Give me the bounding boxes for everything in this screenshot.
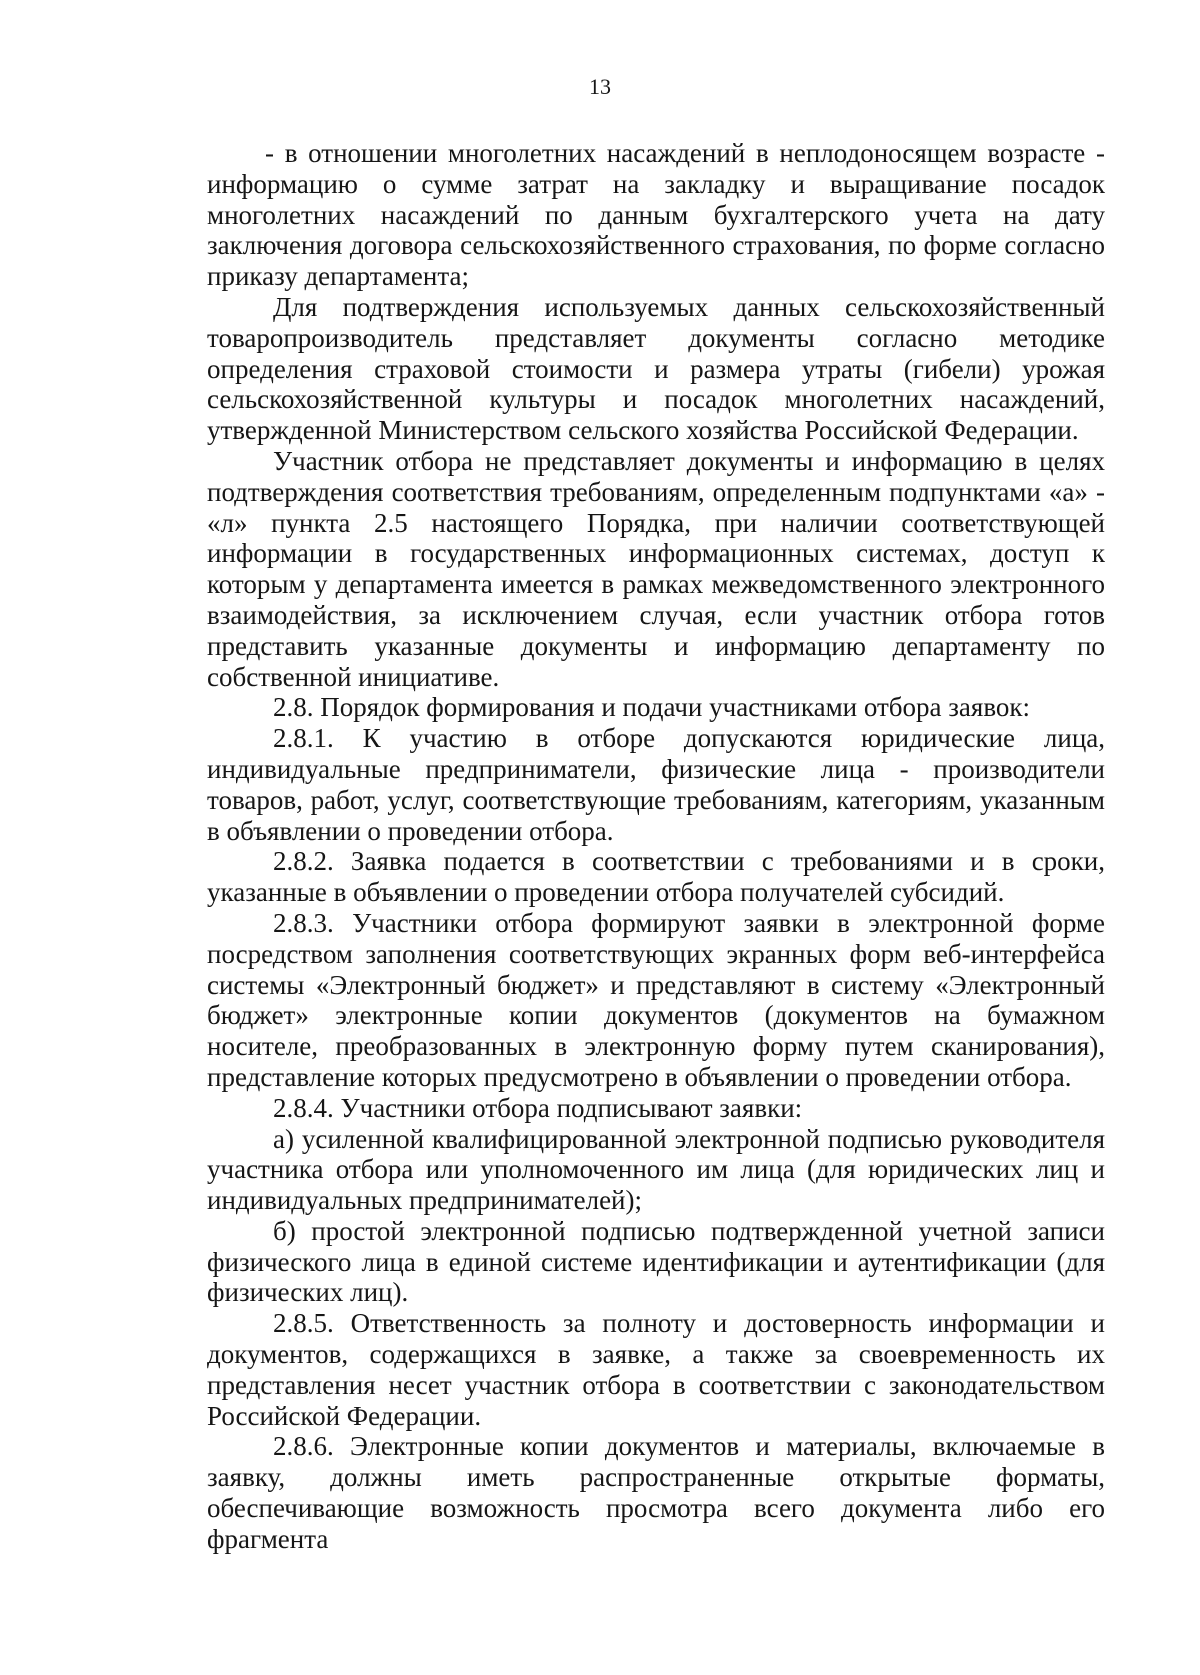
paragraph-confirmation-data: Для подтверждения используемых данных сельскохозяйственный товаропроизводитель представляет документы согласно методике определения страховой стоимости и размера утраты (гибели) урожая сельскохозяйственной культуры и посадок многолетних насаждений, утвержденной Министерством сельского хозяйства Российской Федерации. bbox=[207, 291, 1105, 446]
page-number: 13 bbox=[589, 74, 611, 99]
paragraph-sign-a: а) усиленной квалифицированной электронной подписью руководителя участника отбора или уполномоченного им лица (для юридических лиц и индивидуальных предпринимателей); bbox=[207, 1123, 1105, 1216]
paragraph-participant-documents: Участник отбора не представляет документы и информацию в целях подтверждения соответствия требованиям, определенным подпунктами «а» - «л» пункта 2.5 настоящего Порядка, при наличии соответствующей информации в государственных информационных системах, доступ к которым у департамента имеется в рамках межведомственного электронного взаимодействия, за исключением случая, если участник отбора готов представить указанные документы и информацию департаменту по собственной инициативе. bbox=[207, 445, 1105, 692]
paragraph-2-8-4: 2.8.4. Участники отбора подписывают заявки: bbox=[273, 1092, 803, 1123]
paragraph-2-8-3: 2.8.3. Участники отбора формируют заявки в электронной форме посредством заполнения соответствующих экранных форм веб-интерфейса системы «Электронный бюджет» и представляют в систему «Электронный бюджет» электронные копии документов (документов на бумажном носителе, преобразованных в электронную форму путем сканирования), представление которых предусмотрено в объявлении о проведении отбора. bbox=[207, 907, 1105, 1092]
document-body bbox=[207, 138, 1105, 1555]
paragraph-sign-b: б) простой электронной подписью подтвержденной учетной записи физического лица в единой системе идентификации и аутентификации (для физических лиц). bbox=[207, 1215, 1105, 1308]
paragraph-2-8-6: 2.8.6. Электронные копии документов и материалы, включаемые в заявку, должны иметь распространенные открытые форматы, обеспечивающие возможность просмотра всего документа либо его фрагмента bbox=[207, 1431, 1105, 1554]
paragraph-2-8-1: 2.8.1. К участию в отборе допускаются юридические лица, индивидуальные предприниматели, физические лица - производители товаров, работ, услуг, соответствующие требованиям, категориям, указанным в объявлении о проведении отбора. bbox=[207, 723, 1105, 846]
paragraph-2-8-5: 2.8.5. Ответственность за полноту и достоверность информации и документов, содержащихся в заявке, а также за своевременность их представления несет участник отбора в соответствии с законодательством Российской Федерации. bbox=[207, 1308, 1105, 1431]
paragraph-2-8: 2.8. Порядок формирования и подачи участниками отбора заявок: bbox=[273, 692, 1031, 723]
paragraph-2-8-2: 2.8.2. Заявка подается в соответствии с требованиями и в сроки, указанные в объявлении о проведении отбора получателей субсидий. bbox=[207, 846, 1105, 908]
paragraph-perennial-plantings: - в отношении многолетних насаждений в неплодоносящем возрасте - информацию о сумме затрат на закладку и выращивание посадок многолетних насаждений по данным бухгалтерского учета на дату заключения договора сельскохозяйственного страхования, по форме согласно приказу департамента; bbox=[207, 138, 1105, 292]
